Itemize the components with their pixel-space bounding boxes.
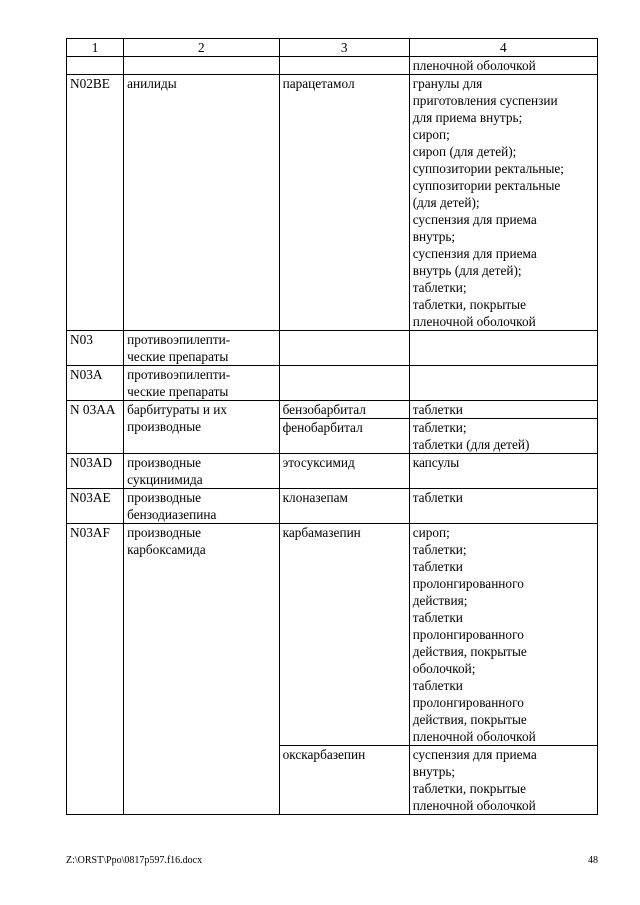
dosage-forms-cell	[409, 489, 597, 524]
dosage-form-line: пленочной оболочкой	[412, 314, 536, 329]
group-name-line: производные	[127, 455, 202, 470]
drug-name-cell	[279, 401, 409, 419]
drug-name-cell	[279, 419, 409, 454]
dosage-form-line: действия, покрытые	[412, 712, 527, 727]
continuation-empty-cell	[67, 57, 124, 75]
header-col-1: 1	[67, 39, 124, 57]
group-name-line: производные	[127, 490, 202, 505]
group-name-line: противоэпилепти-	[127, 332, 231, 347]
drug-table	[66, 38, 598, 815]
drug-name-cell	[279, 366, 409, 401]
dosage-form-line: пленочной оболочкой	[412, 798, 536, 813]
dosage-form-line: таблетки	[412, 678, 463, 693]
atc-code-cell	[67, 366, 124, 401]
group-cell	[124, 489, 279, 524]
atc-code: N03A	[70, 367, 103, 382]
dosage-forms-cell	[409, 75, 597, 331]
header-col-3: 3	[279, 39, 409, 57]
group-name-line: анилиды	[127, 76, 177, 91]
atc-code-cell	[67, 454, 124, 489]
group-name-line: производные	[127, 525, 202, 540]
drug-name: фенобарбитал	[282, 420, 363, 435]
continuation-cell	[409, 57, 597, 75]
group-name-line: ческие препараты	[127, 384, 229, 399]
dosage-form-line: внутрь (для детей);	[412, 263, 522, 278]
dosage-form-line: суппозитории ректальные;	[412, 161, 564, 176]
dosage-form-line: действия, покрытые	[412, 644, 527, 659]
dosage-form-line: таблетки	[412, 490, 463, 505]
dosage-form-line: суппозитории ректальные	[412, 178, 561, 193]
table-row	[67, 401, 598, 419]
drug-name-cell	[279, 524, 409, 746]
dosage-form-line: таблетки	[412, 559, 463, 574]
dosage-form-line: таблетки;	[412, 420, 467, 435]
dosage-form-line: таблетки, покрытые	[412, 297, 527, 312]
footer-file-path: Z:\ORST\Ppo\0817p597.f16.docx	[66, 855, 203, 866]
dosage-forms-cell	[409, 419, 597, 454]
dosage-form-line: суспензия для приема	[412, 246, 537, 261]
atc-code-cell	[67, 401, 124, 454]
atc-code-cell	[67, 75, 124, 331]
dosage-form-line: капсулы	[412, 455, 460, 470]
dosage-form-line: пролонгированного	[412, 576, 524, 591]
dosage-form-line: внутрь;	[412, 764, 456, 779]
table-row	[67, 366, 598, 401]
group-cell	[124, 454, 279, 489]
dosage-form-line: таблетки	[412, 402, 463, 417]
atc-code: N03	[70, 332, 93, 347]
table-row	[67, 454, 598, 489]
dosage-form-line: пролонгированного	[412, 627, 524, 642]
atc-code: N02BE	[70, 76, 110, 91]
dosage-form-line: суспензия для приема	[412, 212, 537, 227]
group-name-line: бензодиазепина	[127, 507, 217, 522]
dosage-forms-cell	[409, 366, 597, 401]
group-name-line: производные	[127, 419, 202, 434]
group-cell	[124, 331, 279, 366]
group-name-line: сукцинимида	[127, 472, 203, 487]
dosage-form-line: для приема внутрь;	[412, 110, 523, 125]
drug-name-cell	[279, 489, 409, 524]
group-name-line: противоэпилепти-	[127, 367, 231, 382]
group-cell	[124, 366, 279, 401]
dosage-form-line: сироп;	[412, 127, 450, 142]
continuation-empty-cell	[124, 57, 279, 75]
dosage-form-line: сироп (для детей);	[412, 144, 517, 159]
drug-name: парацетамол	[282, 76, 355, 91]
drug-name: бензобарбитал	[282, 402, 366, 417]
table-row	[67, 331, 598, 366]
dosage-forms-cell	[409, 454, 597, 489]
drug-name-cell	[279, 331, 409, 366]
dosage-form-line: сироп;	[412, 525, 450, 540]
dosage-form-line: (для детей);	[412, 195, 480, 210]
group-cell	[124, 401, 279, 454]
atc-code-cell	[67, 524, 124, 815]
atc-code: N 03AA	[70, 402, 116, 417]
dosage-form-line: суспензия для приема	[412, 747, 537, 762]
dosage-form-line: действия;	[412, 593, 468, 608]
drug-name: окскарбазепин	[282, 747, 366, 762]
dosage-form-line: таблетки	[412, 610, 463, 625]
atc-code: N03AF	[70, 525, 110, 540]
drug-name: карбамазепин	[282, 525, 361, 540]
continuation-row	[67, 57, 598, 75]
atc-code: N03AD	[70, 455, 113, 470]
dosage-form-line: пролонгированного	[412, 695, 524, 710]
drug-name-cell	[279, 75, 409, 331]
continuation-empty-cell	[279, 57, 409, 75]
header-row	[67, 39, 598, 57]
dosage-form-line: гранулы для	[412, 76, 483, 91]
table-row	[67, 524, 598, 746]
group-cell	[124, 524, 279, 815]
group-name-line: ческие препараты	[127, 349, 229, 364]
dosage-forms-cell	[409, 524, 597, 746]
dosage-form-line: таблетки, покрытые	[412, 781, 527, 796]
drug-name-cell	[279, 746, 409, 815]
dosage-form-line: таблетки (для детей)	[412, 437, 530, 452]
dosage-forms-cell	[409, 331, 597, 366]
drug-name: этосуксимид	[282, 455, 355, 470]
dosage-forms-cell	[409, 401, 597, 419]
dosage-form-line: внутрь;	[412, 229, 456, 244]
atc-code-cell	[67, 331, 124, 366]
drug-name: клоназепам	[282, 490, 348, 505]
dosage-form-line: таблетки;	[412, 542, 467, 557]
dosage-forms-cell	[409, 746, 597, 815]
continuation-text: пленочной оболочкой	[412, 58, 536, 73]
group-name-line: карбоксамида	[127, 542, 206, 557]
group-cell	[124, 75, 279, 331]
dosage-form-line: таблетки;	[412, 280, 467, 295]
header-col-4: 4	[409, 39, 597, 57]
atc-code-cell	[67, 489, 124, 524]
header-col-2: 2	[124, 39, 279, 57]
table-row	[67, 489, 598, 524]
dosage-form-line: приготовления суспензии	[412, 93, 558, 108]
drug-name-cell	[279, 454, 409, 489]
group-name-line: барбитураты и их	[127, 402, 228, 417]
dosage-form-line: оболочкой;	[412, 661, 476, 676]
atc-code: N03AE	[70, 490, 111, 505]
table-row	[67, 75, 598, 331]
dosage-form-line: пленочной оболочкой	[412, 729, 536, 744]
footer-page-number: 48	[588, 855, 598, 866]
